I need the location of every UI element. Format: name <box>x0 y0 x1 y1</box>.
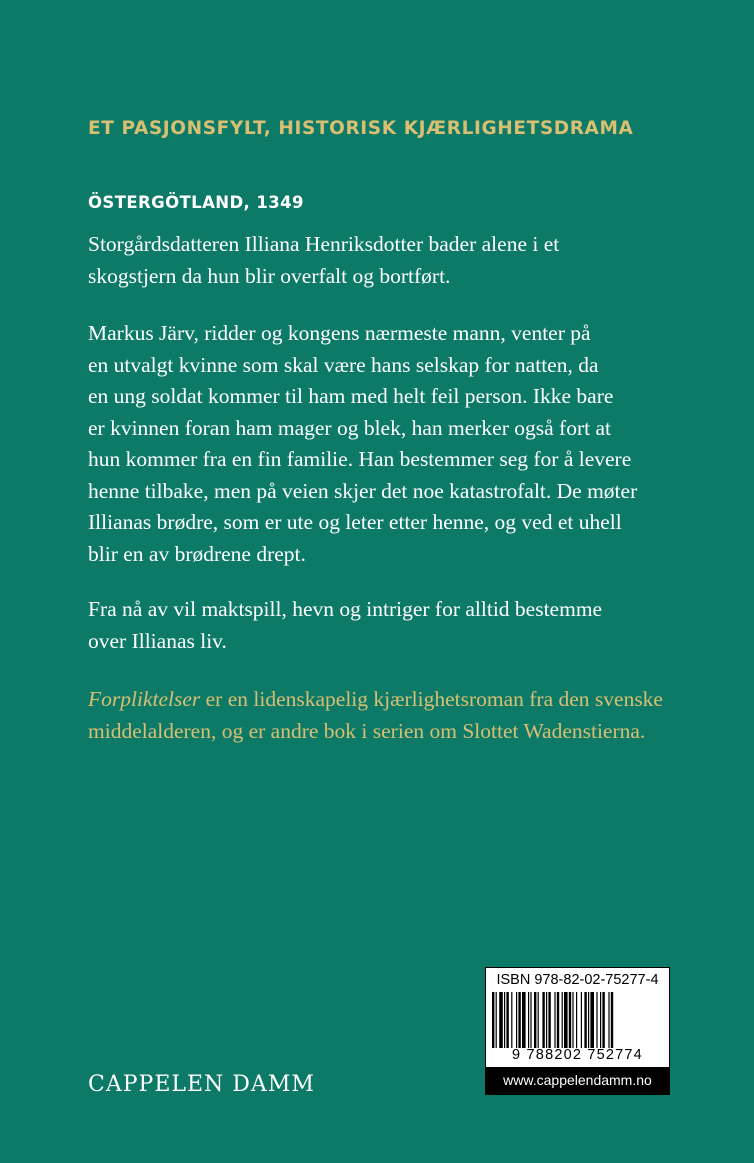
text-line: Illianas brødre, som er ute og leter etter henne, og ved et uhell <box>88 510 622 534</box>
text-line: skogstjern da hun blir overfalt og bortført. <box>88 263 451 288</box>
text-line: Markus Järv, ridder og kongens nærmeste mann, venter på <box>88 321 591 345</box>
blurb-paragraph-1 <box>88 229 688 292</box>
text-line: en utvalgt kvinne som skal være hans selskap for natten, da <box>88 352 599 377</box>
blurb-paragraph-2 <box>88 318 688 570</box>
series-note <box>88 684 688 747</box>
text-line: henne tilbake, men på veien skjer det noe katastrofalt. De møter <box>88 478 638 503</box>
text-line: Storgårdsdatteren Illiana Henriksdotter bader alene i et <box>88 232 560 256</box>
text-line: Fra nå av vil maktspill, hevn og intriger for alltid bestemme <box>88 597 603 621</box>
series-note-text: er en lidenskapelig kjærlighetsroman fra den svenske <box>200 687 663 711</box>
text-line: en ung soldat kommer til ham med helt feil person. Ikke bare <box>88 384 614 408</box>
text-line: over Illianas liv. <box>88 628 227 653</box>
tagline: ET PASJONSFYLT, HISTORISK KJÆRLIGHETSDRAMA <box>88 118 634 139</box>
book-title: Forpliktelser <box>88 687 201 711</box>
text-line: er kvinnen foran ham mager og blek, han merker også fort at <box>88 415 611 440</box>
barcode-bars-icon <box>492 992 663 1048</box>
url-strip <box>486 1067 669 1094</box>
isbn-label: ISBN 978-82-02-75277-4 <box>496 972 659 988</box>
barcode-digits: 9 788202 752774 <box>512 1047 643 1063</box>
publisher-logo: CAPPELEN DAMM <box>88 1072 315 1097</box>
text-line <box>88 684 688 716</box>
setting-heading: ÖSTERGÖTLAND, 1349 <box>88 193 304 212</box>
isbn-barcode <box>485 967 670 1095</box>
text-line: hun kommer fra en fin familie. Han bestemmer seg for å levere <box>88 447 632 471</box>
blurb-paragraph-3 <box>88 594 688 657</box>
publisher-url: www.cappelendamm.no <box>503 1072 652 1088</box>
text-line: middelalderen, og er andre bok i serien om Slottet Wadenstierna. <box>88 718 646 743</box>
text-line: blir en av brødrene drept. <box>88 541 306 566</box>
